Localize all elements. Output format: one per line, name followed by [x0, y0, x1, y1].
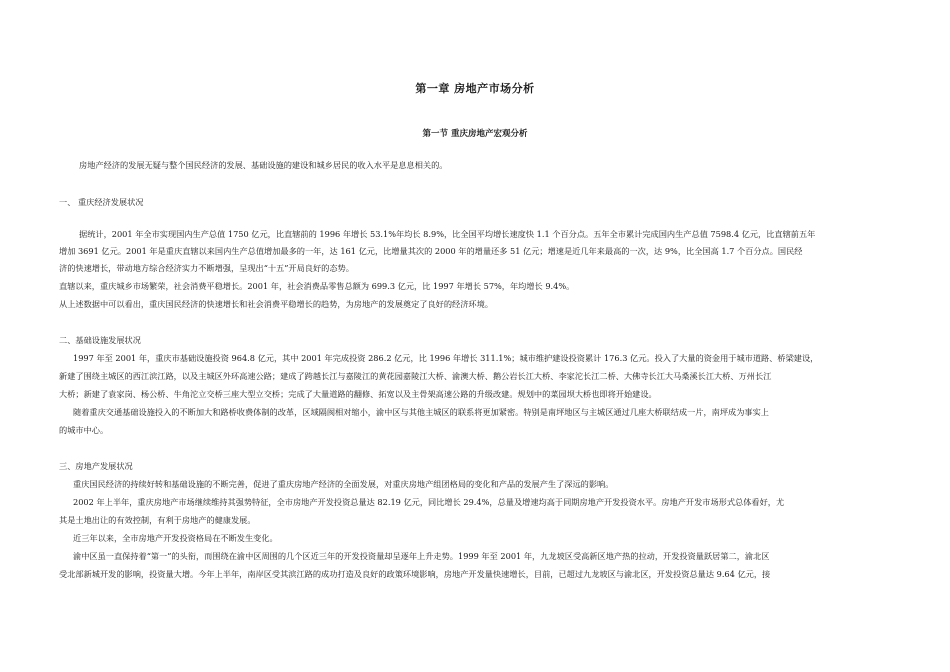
- part3-line: 重庆国民经济的持续好转和基础设施的不断完善，促进了重庆房地产经济的全面发展，对重庆房地产组团格局的变化和产品的发展产生了深远的影响。: [73, 479, 614, 489]
- chapter-title: 第一章 房地产市场分析: [415, 82, 535, 95]
- part3-line: 渝中区虽一直保持着“第一”的头衔，而围绕在渝中区周围的几个区近三年的开发投资量却呈逐年上升走势。1999 年至 2001 年，九龙坡区受高新区地产热的拉动，开发投资量跃居第二，渝北区: [73, 551, 770, 561]
- part1-line: 直辖以来，重庆城乡市场繁荣，社会消费平稳增长。2001 年，社会消费品零售总额为 699.3 亿元，比 1997 年增长 57%，年均增长 9.4%。: [59, 281, 575, 291]
- part2-line: 大桥；新建了袁家岗、杨公桥、牛角沱立交桥三座大型立交桥；完成了大量道路的翻修、拓宽以及主骨架高速公路的升级改建。规划中的菜园坝大桥也即将开始建设。: [59, 389, 657, 399]
- part1-line: 济的快速增长，带动地方综合经济实力不断增强，呈现出“十五”开局良好的态势。: [59, 263, 354, 273]
- part1-line: 据统计，2001 年全市实现国内生产总值 1750 亿元，比直辖前的 1996 年增长 53.1%年均长 8.9%，比全国平均增长速度快 1.1 个百分点。五年全市累计完成国内生产总值 7598.4 亿元，比直辖前五年: [79, 229, 816, 239]
- part2-line: 的城市中心。: [59, 425, 109, 435]
- part1-line: 从上述数据中可以看出，重庆国民经济的快速增长和社会消费平稳增长的趋势，为房地产的发展奠定了良好的经济环境。: [59, 299, 493, 309]
- part3-line: 2002 年上半年，重庆房地产市场继续维持其强势特征，全市房地产开发投资总量达 82.19 亿元，同比增长 29.4%，总量及增速均高于同期房地产开发投资水平。房地产开发市场形式总体看好，尤: [73, 497, 785, 507]
- part2-line: 随着重庆交通基础设施投入的不断加大和路桥收费体制的改革，区域隔阂相对缩小，渝中区与其他主城区的联系将更加紧密。特别是南坪地区与主城区通过几座大桥联结成一片，南坪成为事实上: [73, 407, 769, 417]
- part3-line: 其是土地出让的有效控制，有利于房地产的健康发展。: [59, 515, 256, 525]
- part1-heading: 一、 重庆经济发展状况: [59, 197, 144, 207]
- part1-line: 增加 3691 亿元。2001 年是重庆直辖以来国内生产总值增加最多的一年，达 161 亿元，比增量其次的 2000 年的增量还多 51 亿元；增速是近几年来最高的一次，达 9%，比全国高 1.7 个百分点。国民经: [59, 246, 803, 256]
- part2-line: 新建了围绕主城区的西江滨江路，以及主城区外环高速公路；建成了跨越长江与嘉陵江的黄花园嘉陵江大桥、渝澳大桥、鹅公岩长江大桥、李家沱长江二桥、大佛寺长江大马桑溪长江大桥、万州长江: [59, 371, 772, 381]
- section-title: 第一节 重庆房地产宏观分析: [422, 129, 528, 139]
- part3-line: 近三年以来，全市房地产开发投资格局在不断发生变化。: [73, 533, 278, 543]
- part2-heading: 二、基础设施发展状况: [59, 335, 141, 345]
- part3-line: 受北部新城开发的影响，投资量大增。今年上半年，南岸区受其滨江路的成功打造及良好的政策环境影响，房地产开发量快速增长，目前，已超过九龙坡区与渝北区，开发投资总量达 9.64 亿元，接: [59, 569, 771, 579]
- part3-heading: 三、房地产发展状况: [59, 461, 133, 471]
- intro-paragraph: 房地产经济的发展无疑与整个国民经济的发展、基础设施的建设和城乡居民的收入水平是息息相关的。: [79, 160, 448, 170]
- part2-line: 1997 年至 2001 年，重庆市基础设施投资 964.8 亿元，其中 2001 年完成投资 286.2 亿元，比 1996 年增长 311.1%；城市维护建设投资累计 176.3 亿元。投入了大量的资金用于城市道路、桥梁建设，: [73, 353, 819, 363]
